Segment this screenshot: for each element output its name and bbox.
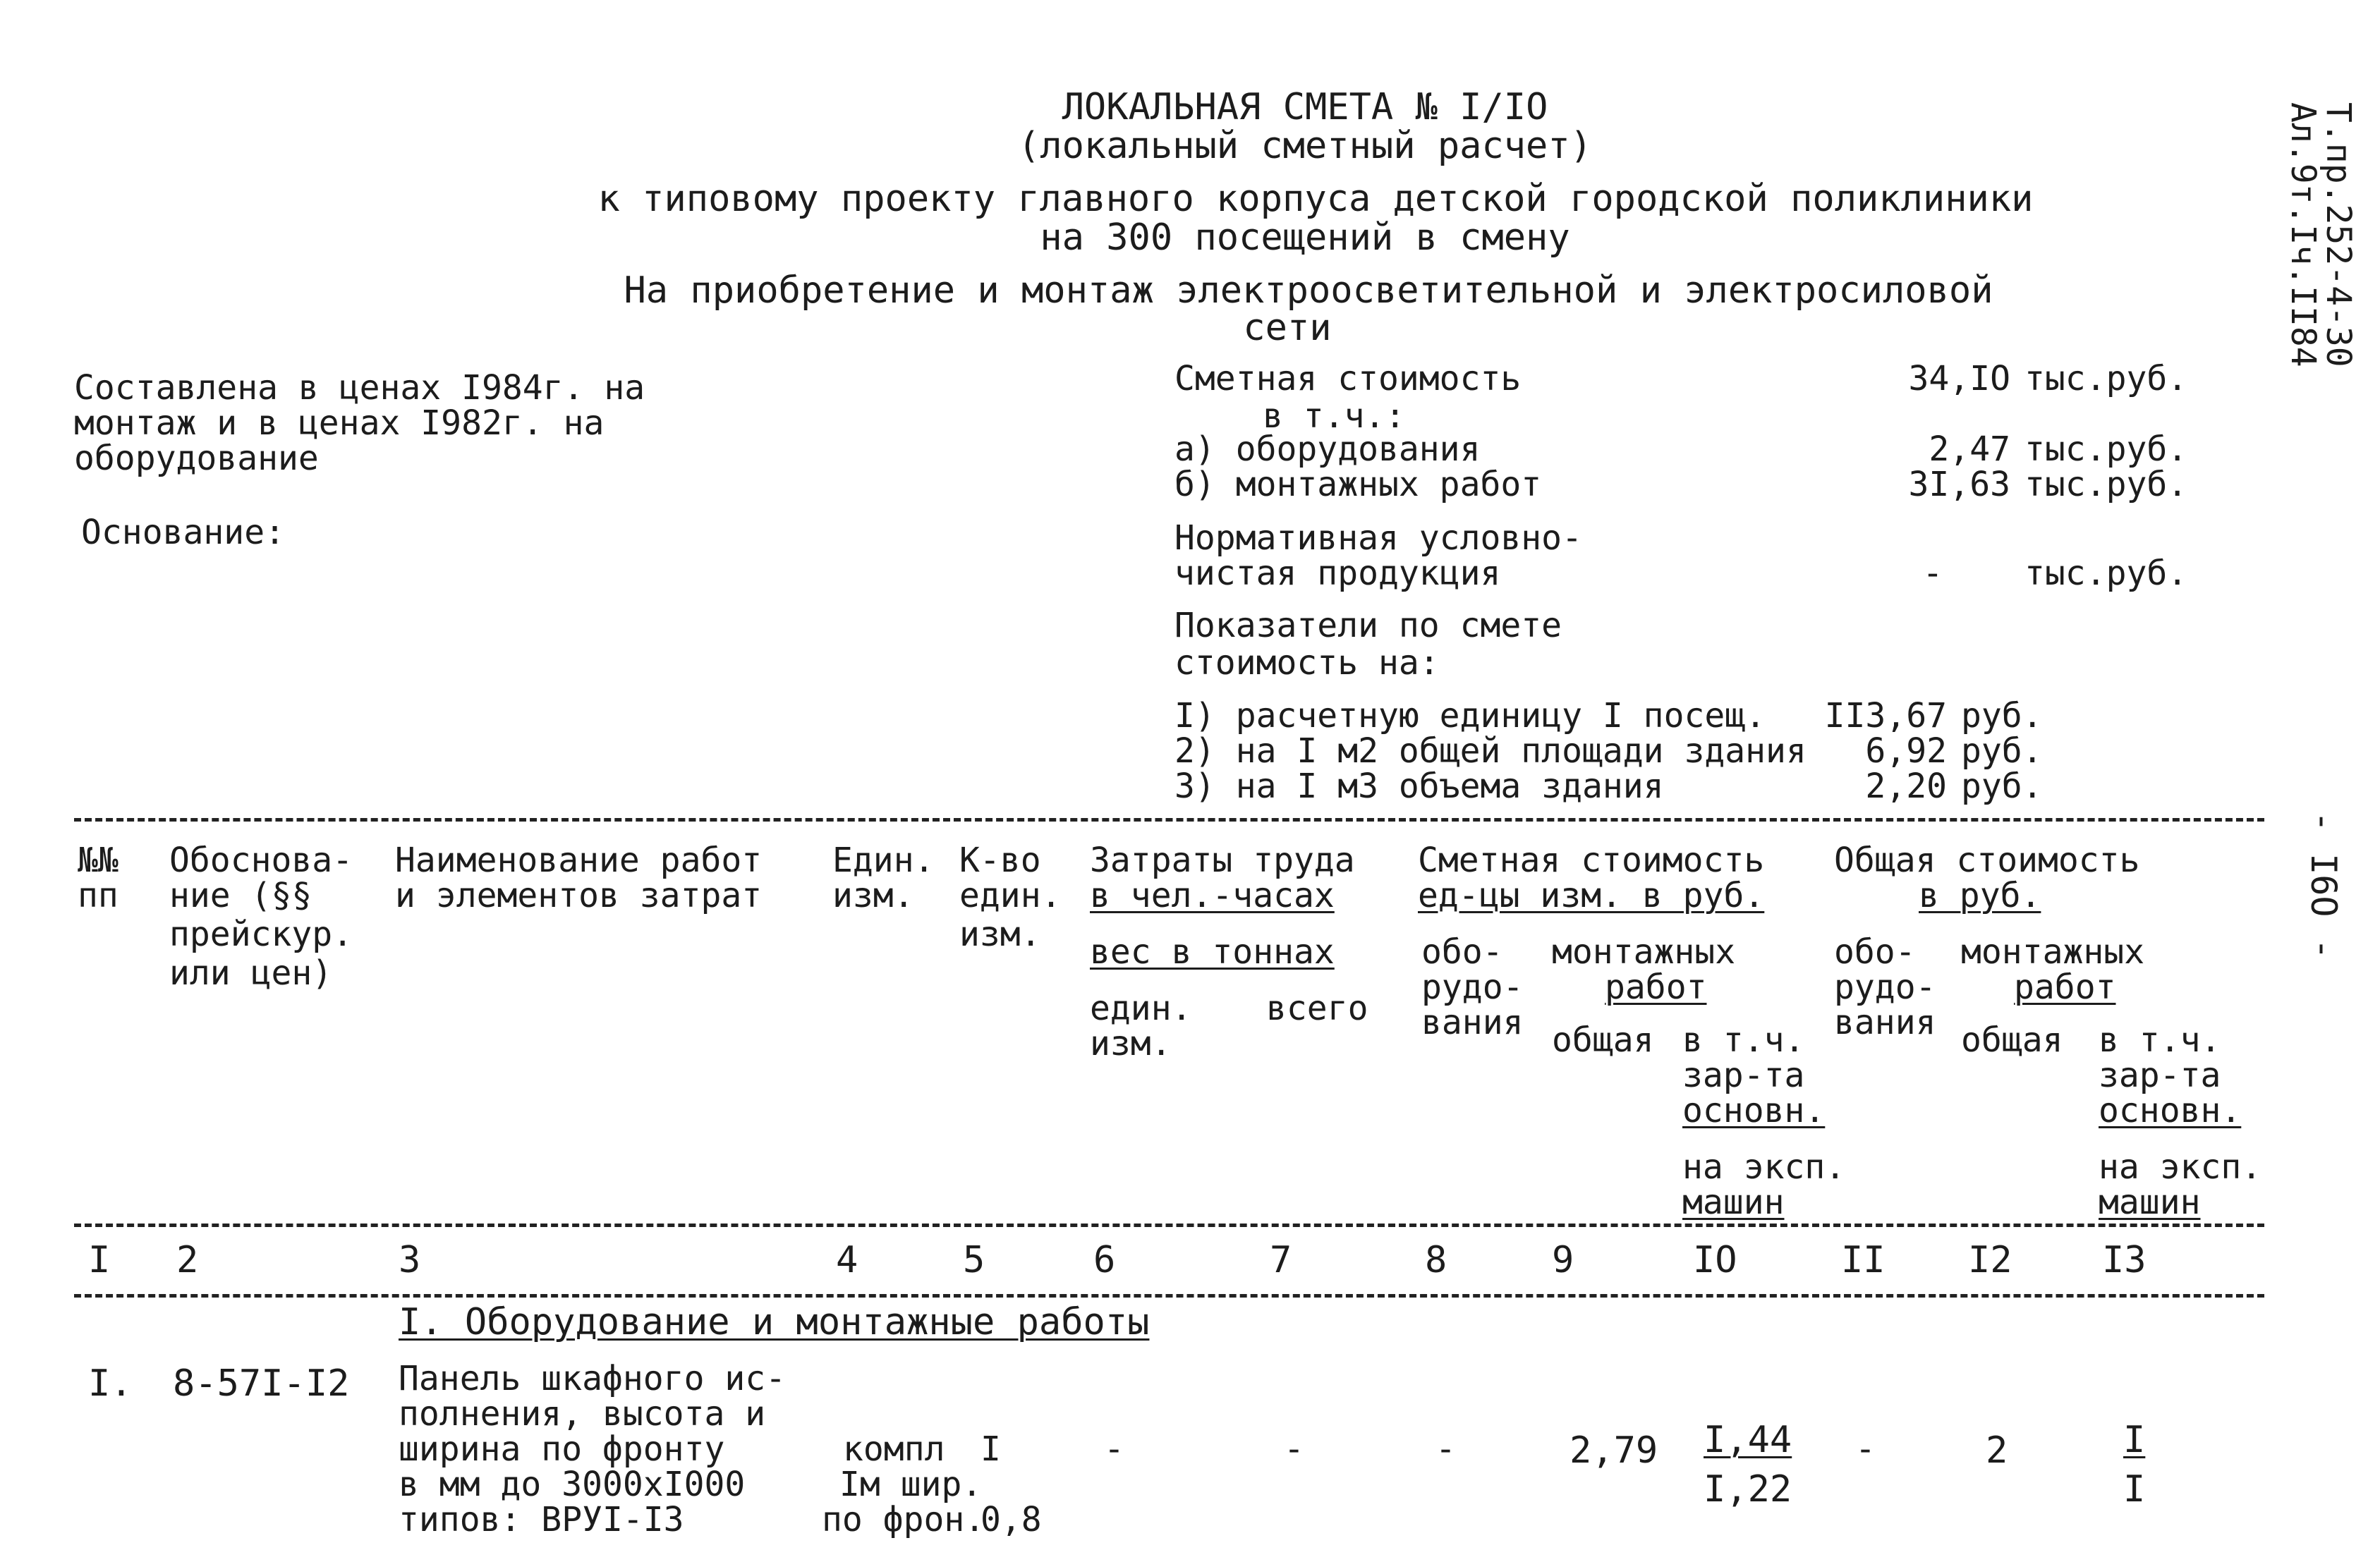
col13-header-line2: зар-та xyxy=(2099,1056,2221,1095)
labor-header-line1: Затраты труда xyxy=(1090,841,1355,880)
row1-name-line1: Панель шкафного ис- xyxy=(399,1359,787,1398)
col13-header-line3: основн. xyxy=(2099,1091,2242,1130)
row1-col11: - xyxy=(1855,1429,1876,1469)
row1-qty-line3: 0,8 xyxy=(980,1500,1042,1539)
indicator-1-unit: руб. xyxy=(1961,696,2043,736)
col8-header-line1: обо- xyxy=(1421,932,1503,972)
row1-code: 8-57I-I2 xyxy=(173,1362,350,1405)
installation-unit: тыс.руб. xyxy=(2024,465,2188,504)
prices-line-3: оборудование xyxy=(74,439,319,478)
equipment-unit: тыс.руб. xyxy=(2024,429,2188,469)
col10-header-line3: основн. xyxy=(1682,1091,1826,1130)
including-label: в т.ч.: xyxy=(1263,396,1406,436)
col6-header-line1: един. xyxy=(1090,989,1192,1028)
equipment-value: 2,47 xyxy=(1929,429,2010,469)
indicator-3-label: 3) на I м3 объема здания xyxy=(1174,767,1664,806)
col2-header-line4: или цен) xyxy=(169,953,333,993)
col4-header-line2: изм. xyxy=(832,876,914,915)
col-num-8: 8 xyxy=(1425,1239,1447,1281)
col-num-6: 6 xyxy=(1093,1239,1116,1281)
col2-header-line3: прейскур. xyxy=(169,915,353,954)
indicator-2-label: 2) на I м2 общей площади здания xyxy=(1174,731,1807,771)
col6-header-line2: изм. xyxy=(1090,1024,1172,1063)
col5-header-line3: изм. xyxy=(959,915,1041,954)
normative-label-1: Нормативная условно- xyxy=(1174,518,1582,558)
col1-header-line2: пп xyxy=(78,876,119,915)
row1-unit-line2: Iм шир. xyxy=(839,1465,983,1504)
estimate-cost-unit: тыс.руб. xyxy=(2024,359,2188,398)
row1-col7: - xyxy=(1284,1429,1304,1469)
estimate-cost-label: Сметная стоимость xyxy=(1174,359,1522,398)
indicator-1-value: II3,67 xyxy=(1824,696,1947,736)
weight-header: вес в тоннах xyxy=(1090,932,1335,972)
col12-header: общая xyxy=(1961,1020,2063,1060)
basis-label: Основание: xyxy=(81,513,285,552)
col2-header-line1: Обоснова- xyxy=(169,841,353,880)
row1-col13-top: I xyxy=(2123,1419,2146,1461)
col9-header: общая xyxy=(1552,1020,1654,1060)
equipment-label: а) оборудования xyxy=(1174,429,1481,469)
project-line-2: на 300 посещений в смену xyxy=(1040,216,1570,259)
indicator-3-unit: руб. xyxy=(1961,767,2043,806)
col7-header: всего xyxy=(1266,989,1368,1028)
inst-header-line2: работ xyxy=(1605,968,1707,1007)
col-num-1: I xyxy=(88,1239,111,1281)
row1-unit-line3: по фрон. xyxy=(822,1500,985,1539)
row1-col8: - xyxy=(1435,1429,1456,1469)
purpose-line-1: На приобретение и монтаж электроосветительной и электросиловой xyxy=(624,269,1993,312)
col10-header-line1: в т.ч. xyxy=(1682,1020,1805,1060)
indicators-label-2: стоимость на: xyxy=(1174,643,1440,683)
numbers-bottom-rule xyxy=(74,1294,2264,1298)
row1-name-line2: полнения, высота и xyxy=(399,1394,766,1434)
col5-header-line1: К-во xyxy=(959,841,1041,880)
estimate-cost-value: 34,IO xyxy=(1908,359,2010,398)
document-subtitle: (локальный сметный расчет) xyxy=(1018,125,1592,167)
row1-qty-line1: I xyxy=(980,1429,1001,1469)
indicator-2-unit: руб. xyxy=(1961,731,2043,771)
col11-header-line2: рудо- xyxy=(1834,968,1936,1007)
labor-header-line2: в чел.-часах xyxy=(1090,876,1335,915)
installation-label: б) монтажных работ xyxy=(1174,465,1542,504)
col-num-10: IO xyxy=(1693,1239,1737,1281)
col-num-4: 4 xyxy=(836,1239,858,1281)
col13b-header-line2: машин xyxy=(2099,1183,2201,1222)
col10b-header-line1: на эксп. xyxy=(1682,1147,1846,1187)
col-num-12: I2 xyxy=(1968,1239,2012,1281)
row1-name-line4: в мм до 3000хI000 xyxy=(399,1465,746,1504)
col-num-11: II xyxy=(1841,1239,1886,1281)
prices-line-2: монтаж и в ценах I982г. на xyxy=(74,403,605,443)
col1-header-line1: №№ xyxy=(78,841,119,880)
normative-label-2: чистая продукция xyxy=(1174,554,1501,593)
col13-header-line1: в т.ч. xyxy=(2099,1020,2221,1060)
col10-header-line2: зар-та xyxy=(1682,1056,1805,1095)
purpose-line-2: сети xyxy=(1243,307,1332,349)
col4-header-line1: Един. xyxy=(832,841,935,880)
row1-name-line3: ширина по фронту xyxy=(399,1429,725,1469)
inst-header-line1: монтажных xyxy=(1552,932,1736,972)
prices-line-1: Составлена в ценах I984г. на xyxy=(74,368,645,408)
row1-name-line5: типов: ВРУI-I3 xyxy=(399,1500,684,1539)
inst2-header-line2: работ xyxy=(2014,968,2116,1007)
side-code-line-1: Т.пр.252-4-30 xyxy=(2319,102,2358,367)
indicators-label-1: Показатели по смете xyxy=(1174,606,1562,645)
col3-header-line1: Наименование работ xyxy=(395,841,763,880)
col8-header-line2: рудо- xyxy=(1421,968,1524,1007)
row1-unit-line1: компл xyxy=(843,1429,945,1469)
section-title: I. Оборудование и монтажные работы xyxy=(399,1301,1150,1343)
inst2-header-line1: монтажных xyxy=(1961,932,2145,972)
col-num-9: 9 xyxy=(1552,1239,1574,1281)
row1-col12: 2 xyxy=(1986,1429,2008,1472)
col11-header-line3: вания xyxy=(1834,1003,1936,1042)
col-num-3: 3 xyxy=(399,1239,421,1281)
project-line-1: к типовому проекту главного корпуса детской городской поликлиники xyxy=(597,178,2034,220)
unit-cost-header-line2: ед-цы изм. в руб. xyxy=(1418,876,1765,915)
row1-col6: - xyxy=(1104,1429,1124,1469)
col8-header-line3: вания xyxy=(1421,1003,1524,1042)
col-num-2: 2 xyxy=(176,1239,199,1281)
row1-col13-bottom: I xyxy=(2123,1468,2146,1511)
indicator-1-label: I) расчетную единицу I посещ. xyxy=(1174,696,1766,736)
col11-header-line1: обо- xyxy=(1834,932,1916,972)
col-num-7: 7 xyxy=(1270,1239,1292,1281)
document-title: ЛОКАЛЬНАЯ СМЕТА № I/IO xyxy=(1062,86,1548,128)
total-cost-header-line2: в руб. xyxy=(1919,876,2041,915)
row1-num: I. xyxy=(88,1362,133,1405)
col5-header-line2: един. xyxy=(959,876,1062,915)
col3-header-line2: и элементов затрат xyxy=(395,876,763,915)
side-code-line-2: Ал.9т.Iч.II84 xyxy=(2283,102,2323,367)
col2-header-line2: ние (§§ xyxy=(169,876,312,915)
col10b-header-line2: машин xyxy=(1682,1183,1785,1222)
indicator-2-value: 6,92 xyxy=(1865,731,1947,771)
col-num-5: 5 xyxy=(963,1239,985,1281)
normative-value: - xyxy=(1922,554,1943,593)
col13b-header-line1: на эксп. xyxy=(2099,1147,2262,1187)
total-cost-header-line1: Общая стоимость xyxy=(1834,841,2140,880)
header-bottom-rule xyxy=(74,1224,2264,1227)
row1-col10-top: I,44 xyxy=(1704,1419,1792,1461)
page-number: - I6O - xyxy=(2303,811,2344,960)
header-top-rule xyxy=(74,818,2264,822)
indicator-3-value: 2,20 xyxy=(1865,767,1947,806)
row1-col9: 2,79 xyxy=(1570,1429,1658,1472)
col-num-13: I3 xyxy=(2102,1239,2147,1281)
row1-col10-bottom: I,22 xyxy=(1704,1468,1792,1511)
normative-unit: тыс.руб. xyxy=(2024,554,2188,593)
unit-cost-header-line1: Сметная стоимость xyxy=(1418,841,1765,880)
installation-value: 3I,63 xyxy=(1908,465,2010,504)
